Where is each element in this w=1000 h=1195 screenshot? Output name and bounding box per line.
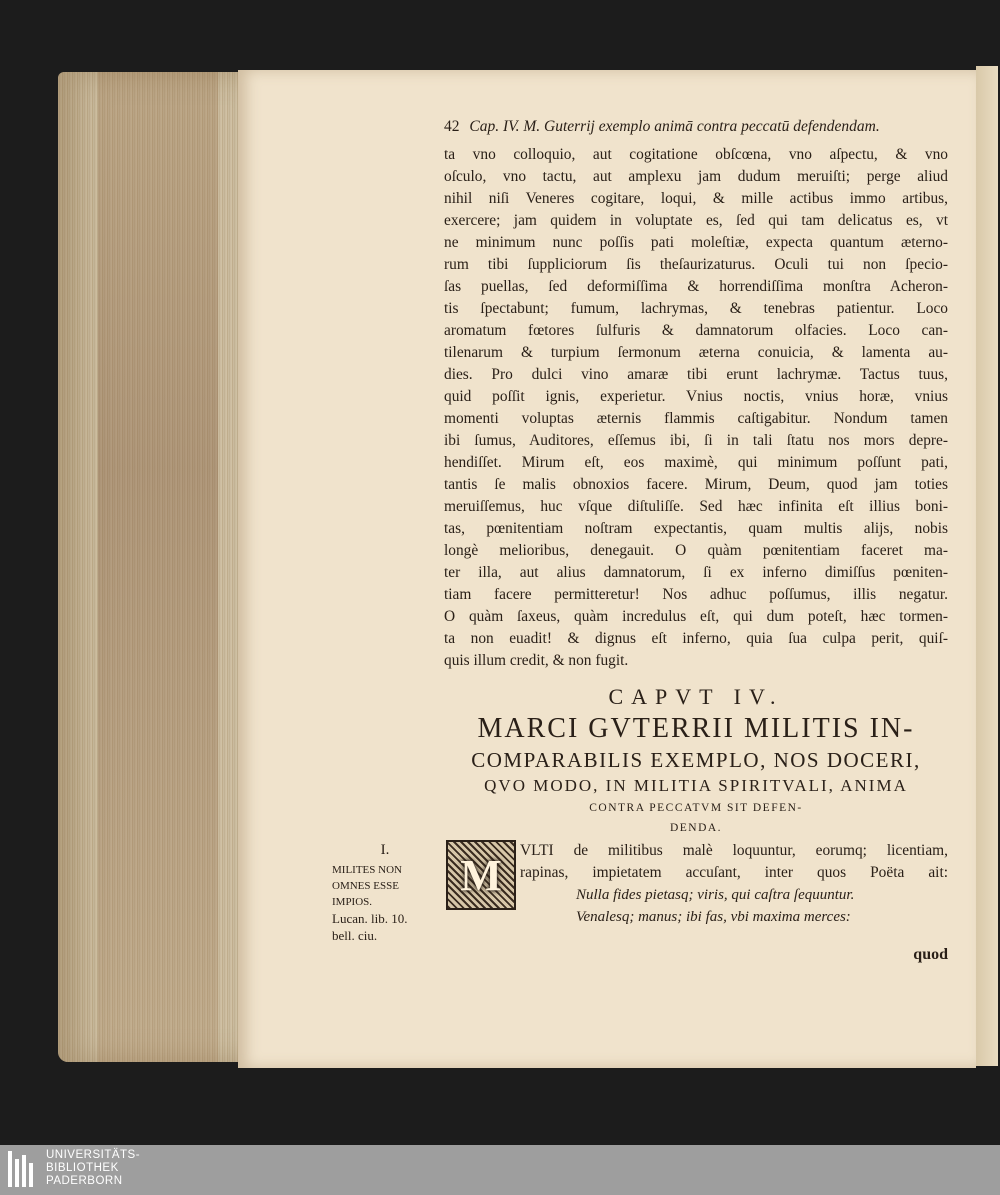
body-line: rapinas, impietatem accuſant, inter quos Poëta ait:: [520, 864, 948, 881]
page-number: 42: [444, 118, 460, 135]
body-line: oſculo, vno tactu, aut amplexu jam dudum meruiſti; perge aliud: [444, 168, 948, 185]
chapter-heading: CAPVT IV.: [608, 684, 784, 709]
body-line: quid poſſit ignis, experietur. Vnius noctis, vnius horæ, vnius: [444, 388, 948, 405]
body-line: ſas puellas, ſed deformiſſima & horrendiſſima monſtra Acheron-: [444, 278, 948, 295]
footer-bar: [0, 1145, 1000, 1195]
opening-paragraph: [444, 840, 948, 925]
body-line: aromatum fœtores ſulfuris & damnatorum olfacies. Loco can-: [444, 322, 948, 339]
body-line: meruiſſemus, huc vſque diſtuliſſe. Sed hæc infinita eſt illius boni-: [444, 498, 948, 515]
body-line: nihil niſi Veneres cogitare, loqui, & mille actibus immo artibus,: [444, 190, 948, 207]
chapter-title-line: COMPARABILIS EXEMPLO, NOS DOCERI,: [471, 748, 921, 772]
body-line: ter illa, aut alius damnatorum, ſi ex inferno dimiſſus pœniten-: [444, 564, 948, 581]
verse-quotation: [520, 884, 948, 928]
decorated-initial: [446, 840, 516, 910]
running-head-title: Cap. IV. M. Guterrij exemplo animā contra peccatū defendendam.: [469, 118, 880, 135]
verse-line: Venalesq; manus; ibi fas, vbi maxima merces:: [576, 909, 851, 925]
chapter-title-line: MARCI GVTERRII MILITIS IN-: [477, 713, 915, 744]
body-line: exercere; jam quidem in voluptate es, ſed qui tam delicatus es, vt: [444, 212, 948, 229]
body-line: ta non euadit! & dignus eſt inferno, quia ſua culpa perit, quiſ-: [444, 630, 948, 647]
marginal-number: I.: [380, 842, 390, 858]
marginal-reference: bell. ciu.: [332, 928, 378, 943]
marginal-note: [332, 842, 438, 944]
book-page-edges: [58, 72, 248, 1062]
marginal-line: MILITES NON: [332, 864, 402, 876]
body-line: dies. Pro dulci vino amaræ tibi erunt lachrymæ. Tactus tuus,: [444, 366, 948, 383]
body-line: ne minimum nunc poſſis pati moleſtiæ, expecta quantum æterno-: [444, 234, 948, 251]
body-line: hendiſſet. Mirum eſt, eos maximè, qui minimum poſſunt pati,: [444, 454, 948, 471]
chapter-title-line: QVO MODO, IN MILITIA SPIRITVALI, ANIMA: [484, 776, 908, 795]
library-name: [46, 1149, 140, 1188]
verse-line: Nulla fides pietasq; viris, qui caſtra ſequuntur.: [576, 887, 855, 903]
body-line: tantis ſe malis obnoxios facere. Mirum, Deum, quod jam toties: [444, 476, 948, 493]
body-line: tis ſpectabunt; fumum, lachrymas, & tenebras patientur. Loco: [444, 300, 948, 317]
marginal-reference: Lucan. lib. 10.: [332, 911, 408, 926]
marginal-line: IMPIOS.: [332, 896, 373, 908]
body-line: momenti voluptas æternis flammis caſtigabitur. Nondum tamen: [444, 410, 948, 427]
body-line: quis illum credit, & non fugit.: [444, 652, 629, 669]
catchword: quod: [913, 946, 948, 963]
library-name-line: PADERBORN: [46, 1175, 123, 1187]
marginal-line: OMNES ESSE: [332, 880, 399, 892]
library-name-line: UNIVERSITÄTS-: [46, 1149, 141, 1161]
body-line: ibi ſumus, Auditores, eſſemus ibi, ſi in tali ſtatu nos mors depre-: [444, 432, 948, 449]
chapter-title-line: DENDA.: [669, 822, 723, 834]
chapter-title-line: CONTRA PECCATVM SIT DEFEN-: [589, 802, 803, 814]
facing-page-edge: [976, 66, 998, 1066]
body-line: longè melioribus, denegauit. O quàm pœnitentiam faceret ma-: [444, 542, 948, 559]
body-line: rum tibi ſuppliciorum ſis theſaurizaturus. Oculi tui non ſpecio-: [444, 256, 948, 273]
library-name-line: BIBLIOTHEK: [46, 1162, 119, 1174]
body-line: tiam facere permitteretur! Nos adhuc poſſumus, illis negatur.: [444, 586, 948, 603]
initial-letter: M: [460, 850, 502, 900]
body-line: tilenarum & turpium ſermonum æterna conuicia, & lamenta au-: [444, 344, 948, 361]
page-text: [444, 118, 948, 925]
body-line: VLTI de militibus malè loquuntur, eorumq; licentiam,: [520, 842, 948, 859]
library-logo-icon: [8, 1151, 33, 1187]
opening-lines: [520, 840, 948, 884]
body-line: ta vno colloquio, aut cogitatione obſcœna, vno aſpectu, & vno: [444, 146, 948, 163]
body-line: tas, pœnitentiam noſtram expectantis, quam multis alijs, nobis: [444, 520, 948, 537]
body-line: O quàm ſaxeus, quàm incredulus eſt, qui dum poteſt, hæc tormen-: [444, 608, 948, 625]
running-head: [444, 118, 948, 136]
